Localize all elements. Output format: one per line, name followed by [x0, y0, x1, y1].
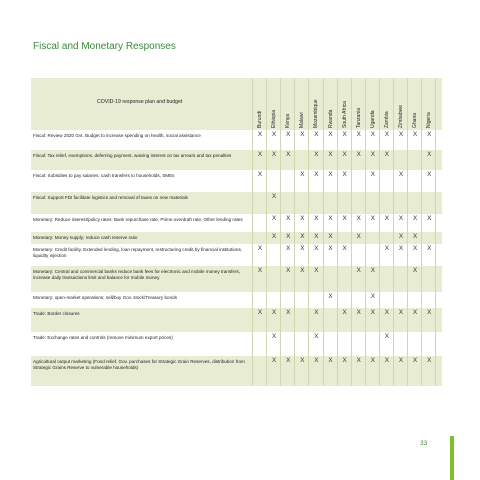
table-cell-mark: X — [356, 215, 361, 222]
table-cell-mark: X — [412, 215, 418, 222]
column-header-label: South Africa — [341, 101, 348, 128]
table-cell-mark: X — [370, 215, 375, 222]
column-header-south-africa — [338, 80, 352, 128]
table-cell-mark: X — [271, 151, 277, 158]
table-cell-mark: X — [314, 131, 319, 138]
table-cell-mark: X — [257, 131, 263, 138]
table-cell-mark: X — [412, 267, 418, 274]
column-header-burundi — [253, 80, 267, 128]
table-cell-mark: X — [300, 233, 305, 240]
table-cell-mark: X — [314, 215, 319, 222]
table-cell-mark: X — [384, 215, 389, 222]
table-row — [31, 192, 442, 214]
table-cell-mark: X — [342, 151, 347, 158]
column-header-label: Zambia — [383, 111, 390, 128]
table-cell-mark: X — [257, 171, 263, 178]
table-cell-mark: X — [427, 131, 432, 138]
row-label: Monetary: Money supply; reduce cash reserve ratio — [33, 235, 138, 240]
row-label: Monetary: Credit facility, Extended lending, loan repayment, restructuring credit by financial institutions, liquidity injection — [33, 247, 243, 259]
table-cell-mark: X — [412, 309, 418, 316]
row-label: Monetary: Central and commercial banks reduce bank fees for electronic and mobile money transfers, increase daily transactions limit and balance for mobile money — [33, 269, 241, 281]
table-cell-mark: X — [427, 357, 432, 364]
row-label: Trade: Exchange rates and controls (remove minimum export prices) — [33, 335, 173, 340]
table-cell-mark: X — [271, 215, 277, 222]
table-row — [31, 150, 442, 170]
table-cell-mark: X — [370, 293, 375, 300]
table-cell-mark: X — [384, 357, 389, 364]
grid-line — [379, 78, 380, 386]
table-cell-mark: X — [356, 357, 361, 364]
table-cell-mark: X — [286, 357, 291, 364]
table-cell-mark: X — [328, 293, 333, 300]
table-cell-mark: X — [328, 357, 333, 364]
column-header-label: Malawi — [299, 112, 306, 128]
table-cell-mark: X — [356, 233, 361, 240]
table-cell-mark: X — [370, 131, 375, 138]
table-cell-mark: X — [356, 309, 361, 316]
table-cell-mark: X — [286, 267, 291, 274]
table-cell-mark: X — [370, 171, 375, 178]
table-cell-mark: X — [314, 245, 319, 252]
table-cell-mark: X — [342, 245, 347, 252]
table-cell-mark: X — [286, 309, 291, 316]
table-cell-mark: X — [412, 357, 418, 364]
column-header-label: Mozambique — [313, 99, 320, 128]
table-cell-mark: X — [412, 245, 418, 252]
table-cell-mark: X — [412, 233, 418, 240]
row-label: Fiscal: Support FDI facilitate logistics and removal of taxes on new materials — [33, 195, 188, 200]
table-cell-mark: X — [314, 267, 319, 274]
column-header-zimbabwe — [394, 80, 408, 128]
table-cell-mark: X — [314, 171, 319, 178]
table-cell-mark: X — [314, 357, 319, 364]
table-cell-mark: X — [427, 151, 432, 158]
column-header-mozambique — [309, 80, 323, 128]
table-cell-mark: X — [370, 357, 375, 364]
table-cell-mark: X — [271, 131, 277, 138]
grid-line — [393, 78, 394, 386]
table-cell-mark: X — [328, 171, 333, 178]
table-cell-mark: X — [286, 151, 291, 158]
green-accent-bar — [450, 436, 454, 480]
page-title: Fiscal and Monetary Responses — [33, 41, 176, 52]
grid-line — [294, 78, 295, 386]
column-header-label: Uganda — [369, 110, 376, 128]
table-cell-mark: X — [384, 131, 389, 138]
row-label: Fiscal: Subsidies to pay salaries, cash transfers to households, SMEs — [33, 173, 175, 178]
table-cell-mark: X — [356, 267, 361, 274]
table-cell-mark: X — [398, 215, 404, 222]
table-cell-mark: X — [370, 151, 375, 158]
table-cell-mark: X — [286, 245, 291, 252]
table-cell-mark: X — [398, 245, 404, 252]
column-header-label: Ethiopia — [271, 109, 278, 128]
table-cell-mark: X — [342, 309, 347, 316]
grid-line — [308, 78, 309, 386]
row-label: Monetary: Reduce interest/policy rates: Bank repurchase rate, Prime overdraft rate, Other lending rates — [33, 217, 243, 222]
table-cell-mark: X — [398, 309, 404, 316]
table-cell-mark: X — [271, 193, 277, 200]
column-header-label: Zimbabwe — [398, 104, 404, 128]
table-cell-mark: X — [328, 151, 333, 158]
table-cell-mark: X — [257, 309, 263, 316]
table-cell-mark: X — [370, 267, 375, 274]
table-cell-mark: X — [398, 357, 404, 364]
table-row — [31, 130, 442, 150]
table-cell-mark: X — [286, 131, 291, 138]
column-header-uganda — [366, 80, 380, 128]
table-cell-mark: X — [356, 131, 361, 138]
table-cell-mark: X — [384, 151, 389, 158]
table-header — [31, 78, 442, 130]
table-row — [31, 266, 442, 292]
column-header-ethiopia — [267, 80, 281, 128]
table-row — [31, 292, 442, 308]
table-row — [31, 170, 442, 192]
column-header-rwanda — [324, 80, 338, 128]
table-cell-mark: X — [271, 233, 277, 240]
column-header-tanzania — [352, 80, 366, 128]
table-cell-mark: X — [398, 131, 404, 138]
header-label: COVID-19 response plan and budget — [97, 99, 183, 105]
table-cell-mark: X — [300, 357, 305, 364]
table-cell-mark: X — [427, 171, 432, 178]
row-label: Monetary: open-market operations; sell/buy Gov. stock/Treasury bonds — [33, 295, 178, 300]
table-cell-mark: X — [412, 131, 418, 138]
row-label: Fiscal: Tax relief, exemptions, deferring payment, waiving interest on tax arrears and tax penalties — [33, 153, 232, 158]
table-cell-mark: X — [257, 151, 263, 158]
row-label: Agricultural output marketing (Food relief, Gov. purchases for Strategic Grain Reserves, distribution from Strategic Grains Reserve to vulnerable households) — [33, 359, 245, 371]
table-cell-mark: X — [257, 245, 263, 252]
table-cell-mark: X — [427, 215, 432, 222]
table-cell-mark: X — [314, 151, 319, 158]
grid-line — [435, 78, 436, 386]
table-cell-mark: X — [314, 309, 319, 316]
table-cell-mark: X — [328, 131, 333, 138]
grid-line — [266, 78, 267, 386]
table-cell-mark: X — [300, 245, 305, 252]
table-cell-mark: X — [342, 131, 347, 138]
table-cell-mark: X — [384, 309, 389, 316]
table-cell-mark: X — [257, 267, 263, 274]
table-cell-mark: X — [398, 233, 404, 240]
column-header-label: Tanzania — [355, 107, 362, 128]
table-cell-mark: X — [328, 215, 333, 222]
column-header-label: Rwanda — [327, 109, 334, 128]
table-cell-mark: X — [300, 171, 305, 178]
grid-line — [407, 78, 408, 386]
table-cell-mark: X — [427, 309, 432, 316]
column-header-label: Ghana — [412, 112, 419, 128]
table-cell-mark: X — [271, 333, 277, 340]
page-number: 33 — [420, 440, 428, 447]
column-header-label: Kenya — [285, 113, 292, 128]
grid-line — [323, 78, 324, 386]
table-cell-mark: X — [384, 245, 389, 252]
table-cell-mark: X — [271, 357, 277, 364]
column-header-malawi — [295, 80, 309, 128]
table-row — [31, 332, 442, 356]
grid-line — [421, 78, 422, 386]
table-cell-mark: X — [286, 233, 291, 240]
table-cell-mark: X — [286, 215, 291, 222]
table-cell-mark: X — [384, 333, 389, 340]
column-header-zambia — [380, 80, 394, 128]
table-cell-mark: X — [342, 215, 347, 222]
table-cell-mark: X — [370, 309, 375, 316]
table-row — [31, 308, 442, 332]
table-cell-mark: X — [427, 245, 432, 252]
responses-table — [31, 78, 442, 371]
column-header-label: Burundi — [257, 110, 263, 128]
table-cell-mark: X — [300, 131, 305, 138]
column-header-nigeria — [422, 80, 436, 128]
grid-line — [365, 78, 366, 386]
grid-line — [252, 78, 253, 386]
table-row — [31, 232, 442, 244]
column-header-ghana — [408, 80, 422, 128]
grid-line — [337, 78, 338, 386]
table-cell-mark: X — [328, 245, 333, 252]
table-cell-mark: X — [398, 171, 404, 178]
table-cell-mark: X — [342, 171, 347, 178]
column-header-label: Nigeria — [426, 112, 433, 128]
table-cell-mark: X — [300, 267, 305, 274]
table-cell-mark: X — [342, 357, 347, 364]
row-label: Trade: Border closures — [33, 311, 80, 316]
table-cell-mark: X — [314, 233, 319, 240]
table-row — [31, 214, 442, 232]
grid-line — [351, 78, 352, 386]
table-cell-mark: X — [300, 215, 305, 222]
grid-line — [280, 78, 281, 386]
column-header-kenya — [281, 80, 295, 128]
table-cell-mark: X — [356, 151, 361, 158]
table-cell-mark: X — [328, 233, 333, 240]
table-cell-mark: X — [314, 333, 319, 340]
table-row — [31, 244, 442, 266]
row-label: Fiscal: Review 2020 Gvt. Budget to increase spending on health, social assistance — [33, 133, 201, 138]
table-cell-mark: X — [271, 309, 277, 316]
table-row — [31, 356, 442, 386]
